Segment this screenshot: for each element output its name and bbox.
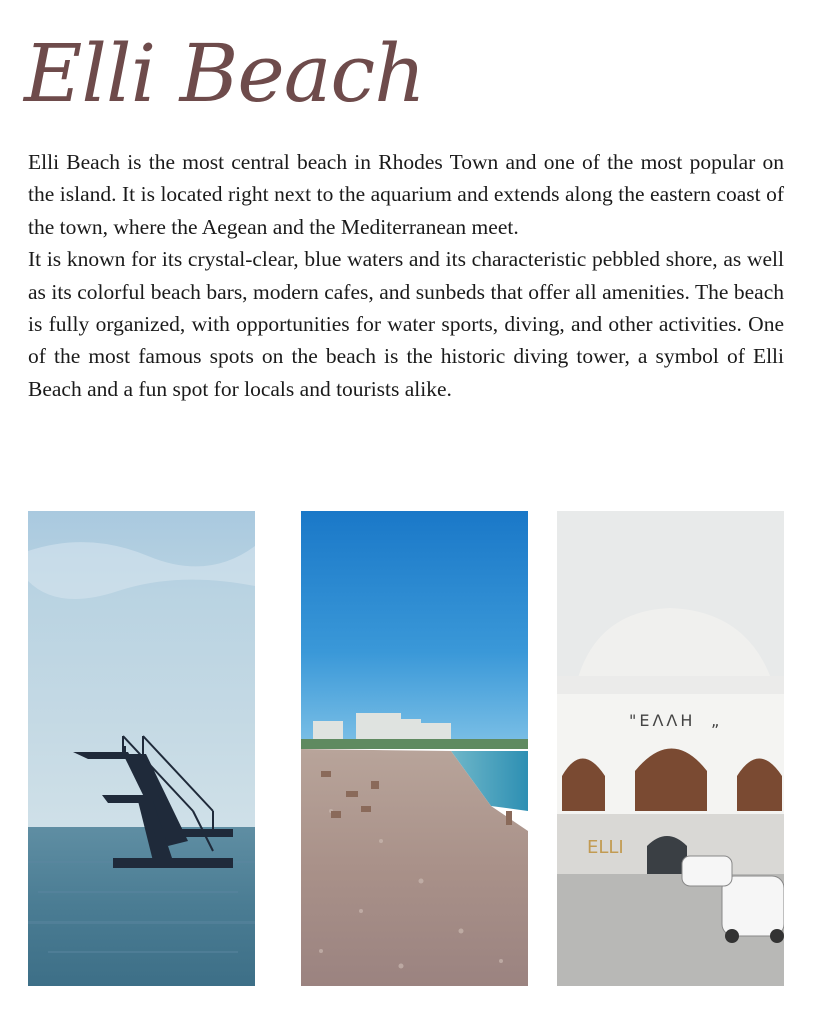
building-sign: "ΕΛΛΗ	[629, 711, 696, 730]
paragraph-features: It is known for its crystal-clear, blue waters and its characteristic pebbled shore, as well as its colorful beach bars, modern cafes, and sunbeds that offer all amenities. The beach is fully organized, with opportunities for water sports, diving, and other activities. One of the most famous spots on the beach is the historic diving tower, a symbol of Elli Beach and a fun spot for locals and tourists alike.	[28, 247, 784, 401]
elli-building-photo	[557, 511, 784, 986]
elli-sign: ELLI	[587, 837, 624, 858]
article-body	[28, 146, 784, 405]
diving-tower-photo	[28, 511, 255, 986]
beach-shore-photo	[301, 511, 528, 986]
building-sign-suffix: „	[711, 711, 720, 730]
paragraph-intro: Elli Beach is the most central beach in Rhodes Town and one of the most popular on the island. It is located right next to the aquarium and extends along the eastern coast of the town, where the Aegean and the Mediterranean meet.	[28, 150, 784, 239]
page-title: Elli Beach	[24, 27, 425, 120]
